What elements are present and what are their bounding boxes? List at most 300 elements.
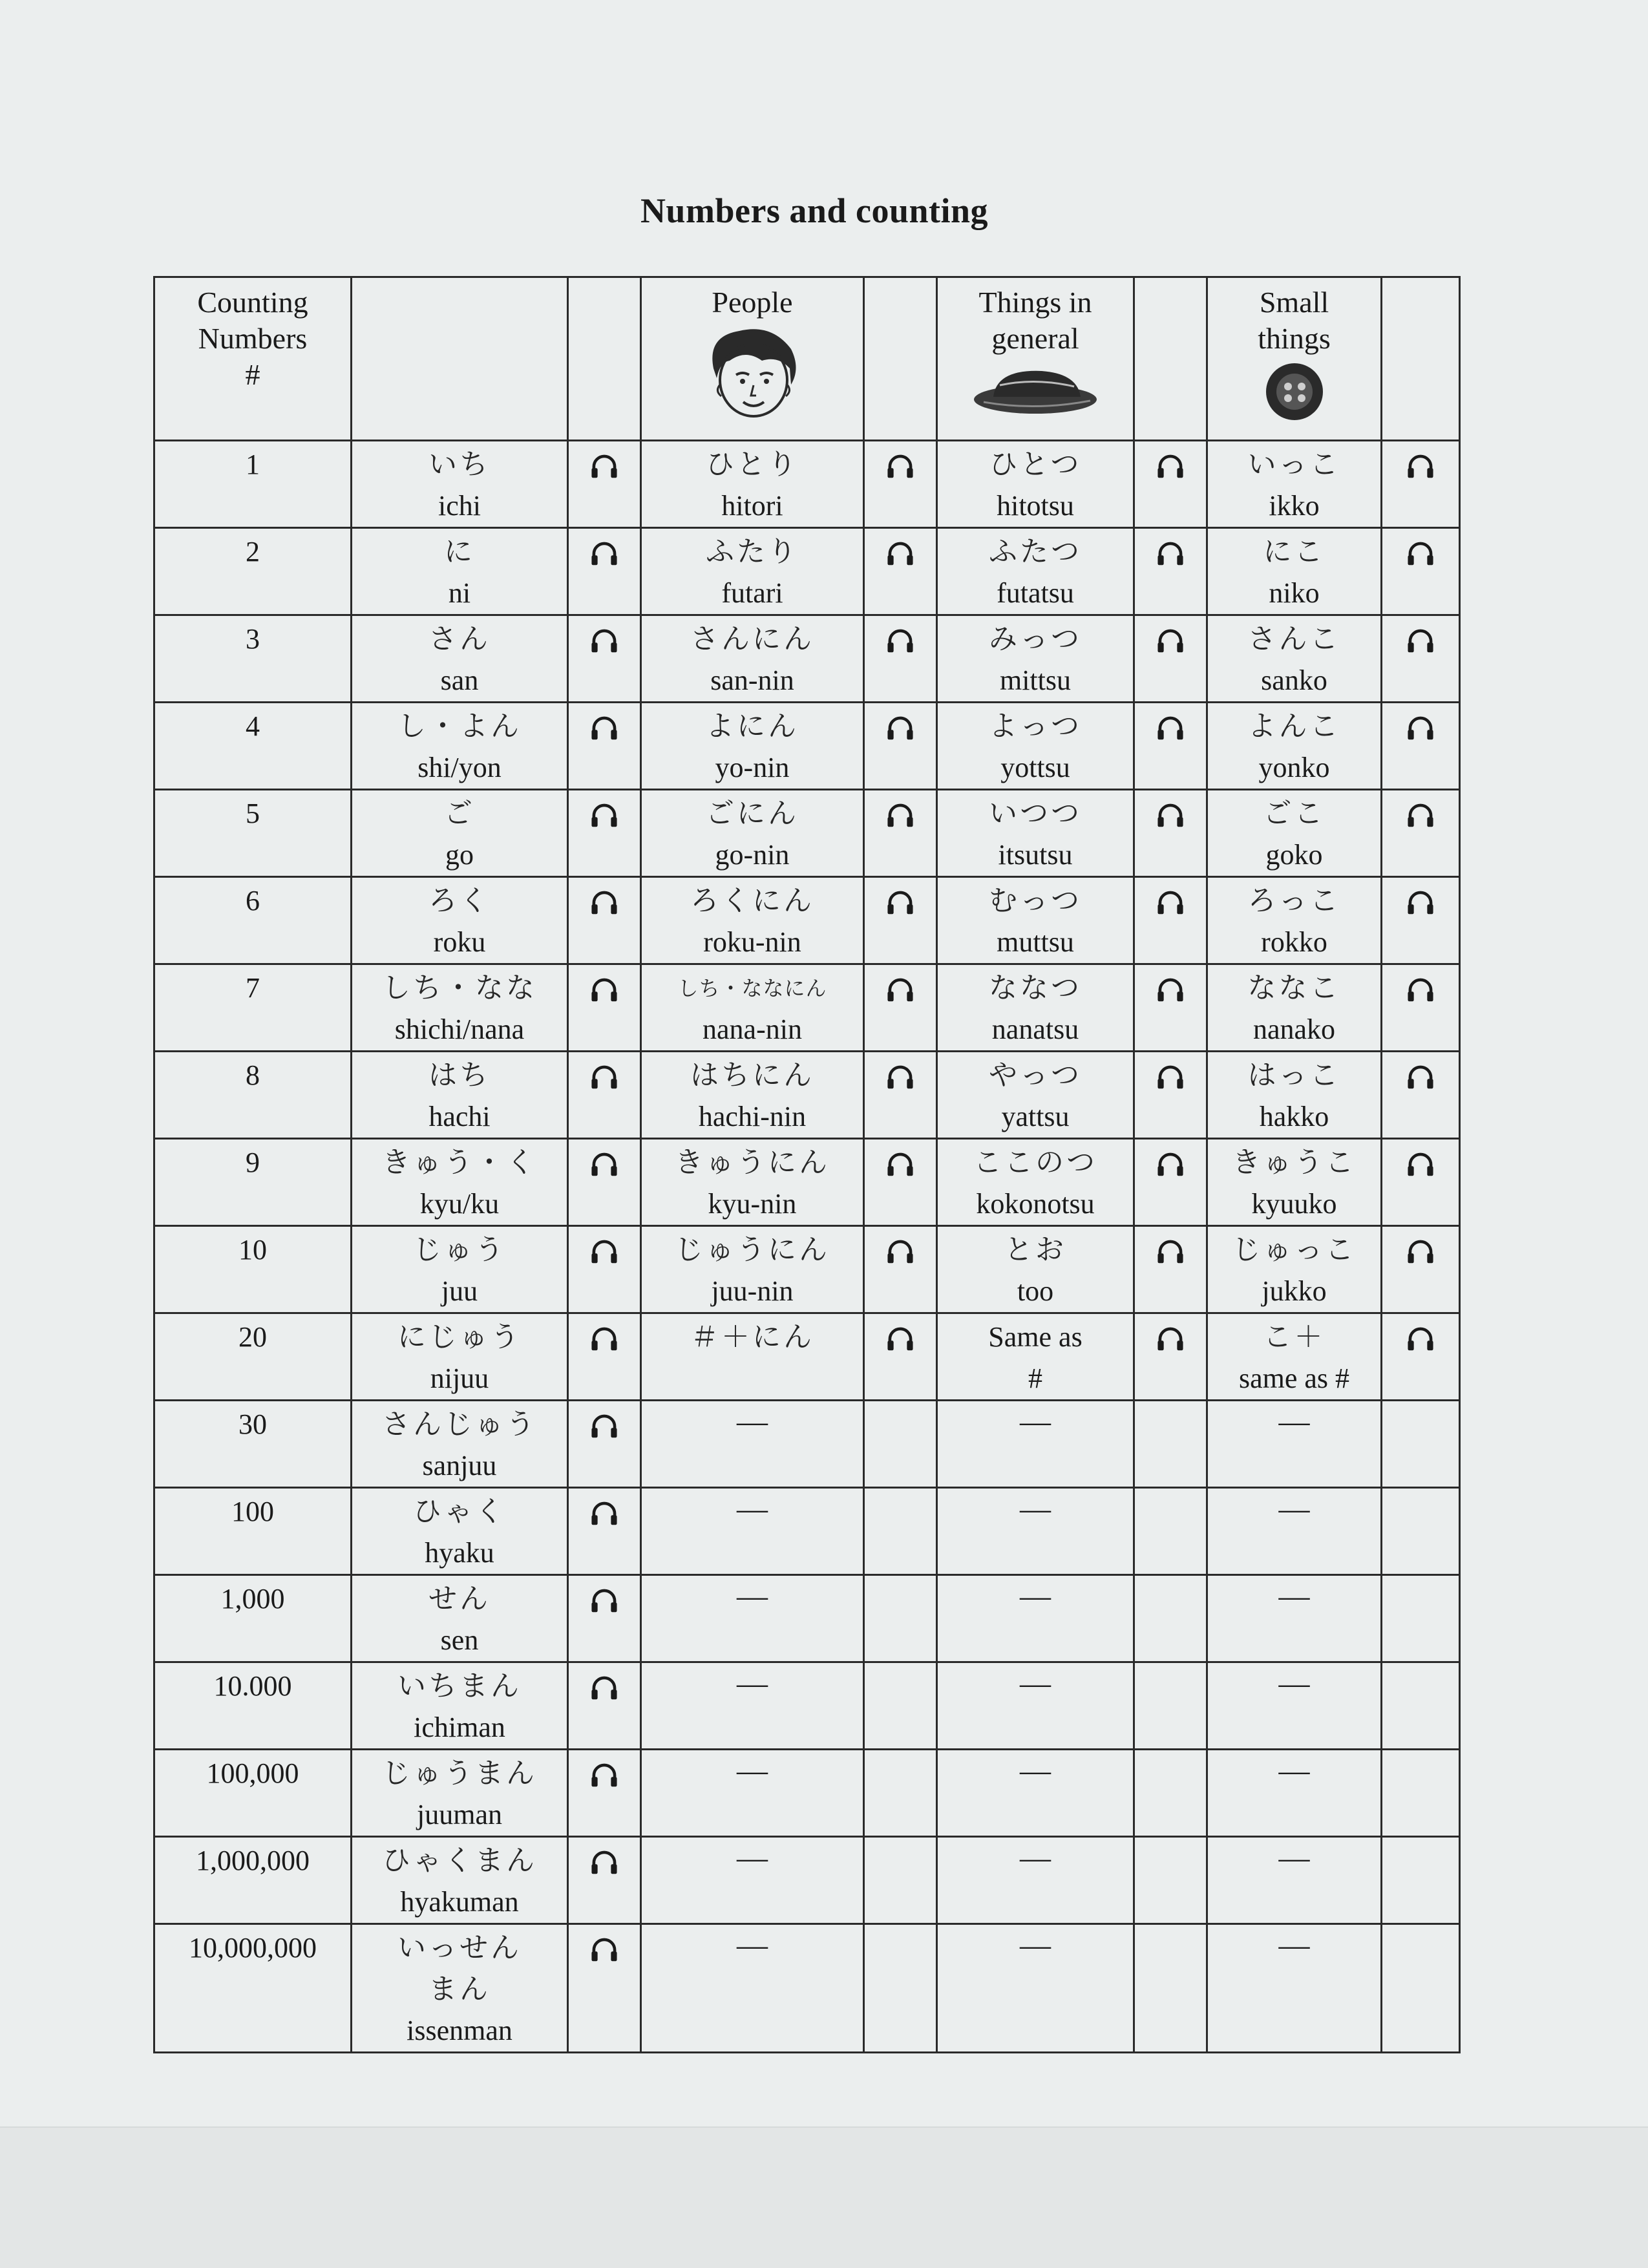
people-counter-kana: じゅうにん <box>675 1233 830 1266</box>
audio-cell <box>568 441 641 528</box>
header-row <box>154 277 1460 441</box>
table-row <box>154 1750 1460 1837</box>
small-counter-romaji: nanako <box>1252 1013 1336 1045</box>
headphones-icon[interactable] <box>1156 801 1185 842</box>
headphones-icon[interactable] <box>589 1237 619 1278</box>
small-counter-romaji: yonko <box>1258 752 1330 783</box>
things-counter-kana: ななつ <box>989 971 1082 1004</box>
small-counter-romaji: rokko <box>1261 926 1327 958</box>
headphones-icon[interactable] <box>1406 452 1435 493</box>
audio-cell <box>1382 964 1460 1052</box>
things-counter-empty <box>937 1488 1134 1575</box>
table-row <box>154 1052 1460 1139</box>
number-cell: 4 <box>154 703 352 790</box>
small-counter <box>1207 703 1382 790</box>
headphones-icon[interactable] <box>589 539 619 580</box>
things-counter <box>937 1139 1134 1226</box>
things-counter <box>937 964 1134 1052</box>
audio-cell <box>864 528 937 615</box>
headphones-icon[interactable] <box>1406 1150 1435 1191</box>
dash-mark: — <box>1278 1928 1310 1962</box>
audio-cell <box>568 1139 641 1226</box>
small-counter <box>1207 790 1382 877</box>
header-audio-blank <box>1134 277 1207 441</box>
headphones-icon[interactable] <box>1156 714 1185 755</box>
audio-cell <box>1134 703 1207 790</box>
things-counter-empty <box>937 1750 1134 1837</box>
number-cell: 5 <box>154 790 352 877</box>
headphones-icon[interactable] <box>1406 801 1435 842</box>
number-word <box>352 1662 568 1750</box>
number-cell: 20 <box>154 1313 352 1401</box>
number-cell: 100 <box>154 1488 352 1575</box>
small-counter-kana: こ＋ <box>1263 1320 1326 1353</box>
number-word-kana: いちまん <box>397 1669 522 1702</box>
things-counter <box>937 528 1134 615</box>
number-cell: 100,000 <box>154 1750 352 1837</box>
audio-cell <box>1382 615 1460 703</box>
small-counter-empty <box>1207 1488 1382 1575</box>
table-row <box>154 1226 1460 1313</box>
people-counter-kana: ごにん <box>706 797 799 830</box>
number-cell: 1,000 <box>154 1575 352 1662</box>
number-word-romaji: go <box>445 839 474 871</box>
number-word-romaji: hachi <box>428 1101 491 1132</box>
things-counter-empty <box>937 1662 1134 1750</box>
headphones-icon[interactable] <box>1406 1324 1435 1366</box>
things-counter-empty <box>937 1837 1134 1924</box>
things-counter-romaji: itsutsu <box>998 839 1073 871</box>
dash-mark: — <box>737 1404 768 1439</box>
number-cell: 30 <box>154 1401 352 1488</box>
empty-audio-cell <box>1382 1924 1460 2053</box>
people-counter-empty <box>641 1401 864 1488</box>
headphones-icon[interactable] <box>589 452 619 493</box>
audio-cell <box>1134 790 1207 877</box>
audio-cell <box>1382 703 1460 790</box>
header-audio-blank <box>1382 277 1460 441</box>
audio-cell <box>568 1488 641 1575</box>
audio-cell <box>1134 964 1207 1052</box>
people-counter-kana: ＃＋にん <box>690 1320 814 1353</box>
headphones-icon[interactable] <box>1156 1237 1185 1278</box>
things-counter <box>937 703 1134 790</box>
things-counter-romaji: too <box>1017 1275 1054 1307</box>
headphones-icon[interactable] <box>885 452 915 493</box>
dash-mark: — <box>1020 1579 1051 1613</box>
things-counter <box>937 441 1134 528</box>
things-counter-kana: ここのつ <box>973 1146 1097 1179</box>
small-counter-romaji: jukko <box>1262 1275 1327 1307</box>
people-counter-kana: はちにん <box>690 1059 814 1092</box>
number-word <box>352 790 568 877</box>
headphones-icon[interactable] <box>1156 1063 1185 1104</box>
empty-audio-cell <box>1134 1488 1207 1575</box>
small-counter <box>1207 877 1382 964</box>
things-counter-empty <box>937 1575 1134 1662</box>
headphones-icon[interactable] <box>1406 1237 1435 1278</box>
audio-cell <box>568 790 641 877</box>
things-counter-empty <box>937 1924 1134 2053</box>
audio-cell <box>568 1750 641 1837</box>
small-counter-kana: ななこ <box>1247 971 1341 1004</box>
headphones-icon[interactable] <box>589 1324 619 1366</box>
table-row <box>154 1401 1460 1488</box>
number-cell: 3 <box>154 615 352 703</box>
button-drawing-icon <box>1259 359 1330 424</box>
people-counter <box>641 964 864 1052</box>
table-row <box>154 1488 1460 1575</box>
number-cell: 10.000 <box>154 1662 352 1750</box>
dash-mark: — <box>1020 1492 1051 1526</box>
things-counter-kana: ひとつ <box>989 448 1082 481</box>
empty-audio-cell <box>1382 1575 1460 1662</box>
header-people: People <box>641 277 864 441</box>
audio-cell <box>568 703 641 790</box>
things-counter-romaji: nanatsu <box>991 1013 1079 1045</box>
small-counter-kana: さんこ <box>1247 622 1341 655</box>
empty-audio-cell <box>1382 1401 1460 1488</box>
people-counter <box>641 1226 864 1313</box>
number-cell: 7 <box>154 964 352 1052</box>
dash-mark: — <box>1278 1841 1310 1875</box>
number-word <box>352 1052 568 1139</box>
small-counter <box>1207 1052 1382 1139</box>
number-word-romaji: shi/yon <box>417 752 502 783</box>
audio-cell <box>568 964 641 1052</box>
things-counter: Same as # <box>937 1313 1134 1401</box>
number-word-kana: にじゅう <box>397 1320 522 1353</box>
small-counter <box>1207 1313 1382 1401</box>
empty-audio-cell <box>1134 1401 1207 1488</box>
dash-mark: — <box>1020 1666 1051 1701</box>
headphones-icon[interactable] <box>589 1673 619 1715</box>
number-cell: 10,000,000 <box>154 1924 352 2053</box>
headphones-icon[interactable] <box>589 1150 619 1191</box>
things-counter-romaji: yottsu <box>1000 752 1070 783</box>
small-counter-romaji: kyuuko <box>1251 1188 1337 1220</box>
table-row <box>154 1837 1460 1924</box>
things-counter-kana: よっつ <box>989 710 1082 743</box>
things-counter-kana: むっつ <box>989 884 1082 917</box>
number-cell: 1,000,000 <box>154 1837 352 1924</box>
headphones-icon[interactable] <box>1406 626 1435 668</box>
people-counter <box>641 877 864 964</box>
number-word-romaji: roku <box>433 926 486 958</box>
table-row <box>154 1924 1460 2053</box>
number-word-kana: ご <box>444 797 475 830</box>
number-word-kana: さん <box>428 622 491 655</box>
people-counter <box>641 703 864 790</box>
small-counter-romaji: niko <box>1269 577 1320 609</box>
audio-cell <box>1134 1139 1207 1226</box>
headphones-icon[interactable] <box>589 888 619 929</box>
empty-audio-cell <box>1382 1837 1460 1924</box>
audio-cell <box>1382 877 1460 964</box>
small-counter-empty <box>1207 1401 1382 1488</box>
dash-mark: — <box>1020 1841 1051 1875</box>
empty-audio-cell <box>864 1750 937 1837</box>
number-word-kana: じゅう <box>413 1233 506 1266</box>
headphones-icon[interactable] <box>589 1586 619 1627</box>
empty-audio-cell <box>1134 1575 1207 1662</box>
headphones-icon[interactable] <box>885 1237 915 1278</box>
small-counter-romaji: hakko <box>1259 1101 1329 1132</box>
number-word: いっせん まん issenman <box>352 1924 568 2053</box>
people-counter-kana: ろくにん <box>690 884 814 917</box>
empty-audio-cell <box>1382 1488 1460 1575</box>
people-counter-kana: ひとり <box>706 448 799 481</box>
audio-cell <box>1134 441 1207 528</box>
header-counting-numbers: Counting Numbers # <box>154 277 352 441</box>
number-cell: 9 <box>154 1139 352 1226</box>
number-word <box>352 703 568 790</box>
things-counter-kana: みっつ <box>989 622 1082 655</box>
empty-audio-cell <box>864 1837 937 1924</box>
headphones-icon[interactable] <box>589 1412 619 1453</box>
things-counter-romaji: kokonotsu <box>976 1188 1095 1220</box>
small-counter <box>1207 528 1382 615</box>
small-counter-empty <box>1207 1924 1382 2053</box>
things-counter <box>937 790 1134 877</box>
small-counter-kana: いっこ <box>1247 448 1341 481</box>
empty-audio-cell <box>1134 1837 1207 1924</box>
number-word <box>352 615 568 703</box>
audio-cell <box>864 703 937 790</box>
people-counter <box>641 1313 864 1401</box>
headphones-icon[interactable] <box>885 1063 915 1104</box>
dash-mark: — <box>1278 1754 1310 1788</box>
number-word <box>352 441 568 528</box>
empty-audio-cell <box>864 1488 937 1575</box>
audio-cell <box>1134 877 1207 964</box>
small-counter <box>1207 964 1382 1052</box>
people-counter-empty <box>641 1924 864 2053</box>
number-word <box>352 1401 568 1488</box>
small-counter <box>1207 1139 1382 1226</box>
small-counter-kana: じゅっこ <box>1232 1233 1357 1266</box>
header-things: Things in general <box>937 277 1134 441</box>
people-counter-romaji: hitori <box>721 490 783 522</box>
people-counter <box>641 528 864 615</box>
things-counter-romaji: muttsu <box>997 926 1074 958</box>
headphones-icon[interactable] <box>1156 626 1185 668</box>
dash-mark: — <box>1020 1754 1051 1788</box>
table-row <box>154 441 1460 528</box>
table-row <box>154 615 1460 703</box>
audio-cell <box>1382 1052 1460 1139</box>
headphones-icon[interactable] <box>1406 539 1435 580</box>
empty-audio-cell <box>864 1575 937 1662</box>
page-title: Numbers and counting <box>640 191 989 230</box>
audio-cell <box>1382 1139 1460 1226</box>
header-audio-blank <box>864 277 937 441</box>
audio-cell <box>568 1662 641 1750</box>
number-cell: 8 <box>154 1052 352 1139</box>
audio-cell <box>568 1313 641 1401</box>
headphones-icon[interactable] <box>1156 975 1185 1017</box>
headphones-icon[interactable] <box>885 539 915 580</box>
number-word-kana: いち <box>428 448 491 481</box>
audio-cell <box>864 441 937 528</box>
people-counter-romaji: roku-nin <box>703 926 801 958</box>
headphones-icon[interactable] <box>589 1761 619 1802</box>
headphones-icon[interactable] <box>589 714 619 755</box>
dash-mark: — <box>1020 1404 1051 1439</box>
headphones-icon[interactable] <box>589 975 619 1017</box>
headphones-icon[interactable] <box>885 626 915 668</box>
things-counter-romaji: yattsu <box>1001 1101 1070 1132</box>
headphones-icon[interactable] <box>885 714 915 755</box>
table-row <box>154 1575 1460 1662</box>
audio-cell <box>864 877 937 964</box>
number-word-kana: せん <box>428 1582 491 1615</box>
dash-mark: — <box>1020 1928 1051 1962</box>
small-counter <box>1207 1226 1382 1313</box>
number-word-romaji: kyu/ku <box>419 1188 500 1220</box>
audio-cell <box>568 1924 641 2053</box>
small-counter-romaji: goko <box>1265 839 1323 871</box>
number-word <box>352 1488 568 1575</box>
table-row <box>154 528 1460 615</box>
headphones-icon[interactable] <box>885 1150 915 1191</box>
things-counter-kana: とお <box>1004 1233 1066 1266</box>
audio-cell <box>568 1575 641 1662</box>
people-counter-romaji: futari <box>721 577 783 609</box>
headphones-icon[interactable] <box>1156 888 1185 929</box>
headphones-icon[interactable] <box>589 1499 619 1540</box>
dash-mark: — <box>737 1666 768 1701</box>
people-counter-empty <box>641 1488 864 1575</box>
small-counter-kana: きゅうこ <box>1232 1146 1357 1179</box>
number-cell: 1 <box>154 441 352 528</box>
people-counter-empty <box>641 1837 864 1924</box>
number-word-kana: し・よん <box>397 710 522 743</box>
audio-cell <box>864 1313 937 1401</box>
empty-audio-cell <box>864 1924 937 2053</box>
headphones-icon[interactable] <box>1406 975 1435 1017</box>
number-cell: 2 <box>154 528 352 615</box>
headphones-icon[interactable] <box>589 626 619 668</box>
small-counter-kana: ごこ <box>1263 797 1326 830</box>
things-counter-kana: やっつ <box>989 1059 1082 1092</box>
number-word-kana: ひゃくまん <box>382 1844 537 1877</box>
small-counter-kana: よんこ <box>1247 710 1341 743</box>
dash-mark: — <box>1278 1666 1310 1701</box>
things-counter <box>937 615 1134 703</box>
people-counter <box>641 1052 864 1139</box>
people-counter-romaji: juu-nin <box>711 1275 794 1307</box>
audio-cell <box>1382 441 1460 528</box>
headphones-icon[interactable] <box>1156 452 1185 493</box>
dash-mark: — <box>737 1579 768 1613</box>
header-audio-blank <box>568 277 641 441</box>
small-counter-empty <box>1207 1575 1382 1662</box>
header-small-things: Small things <box>1207 277 1382 441</box>
audio-cell <box>1382 790 1460 877</box>
empty-audio-cell <box>864 1401 937 1488</box>
people-counter-empty <box>641 1750 864 1837</box>
number-word-kana: ひゃく <box>413 1495 506 1528</box>
number-word <box>352 1313 568 1401</box>
audio-cell <box>568 1052 641 1139</box>
headphones-icon[interactable] <box>1156 539 1185 580</box>
number-cell: 6 <box>154 877 352 964</box>
people-counter <box>641 441 864 528</box>
audio-cell <box>568 528 641 615</box>
headphones-icon[interactable] <box>885 975 915 1017</box>
empty-audio-cell <box>864 1662 937 1750</box>
number-word-kana: ろく <box>428 884 491 917</box>
audio-cell <box>864 1226 937 1313</box>
audio-cell <box>1134 1052 1207 1139</box>
small-counter-romaji: sanko <box>1261 664 1327 696</box>
small-counter-romaji: ikko <box>1269 490 1320 522</box>
audio-cell <box>568 615 641 703</box>
number-word <box>352 1139 568 1226</box>
headphones-icon[interactable] <box>885 1324 915 1366</box>
people-counter-kana: ふたり <box>706 535 799 568</box>
audio-cell <box>864 964 937 1052</box>
number-word-romaji: sen <box>440 1624 479 1656</box>
audio-cell <box>568 1401 641 1488</box>
headphones-icon[interactable] <box>589 1848 619 1889</box>
headphones-icon[interactable] <box>1406 1063 1435 1104</box>
table-row <box>154 1139 1460 1226</box>
people-counter-romaji: san-nin <box>710 664 794 696</box>
people-counter-kana: しち・ななにん <box>677 976 827 1001</box>
table-row <box>154 964 1460 1052</box>
number-word <box>352 528 568 615</box>
audio-cell <box>1382 528 1460 615</box>
number-word-romaji: shichi/nana <box>394 1013 525 1045</box>
headphones-icon[interactable] <box>1156 1324 1185 1366</box>
empty-audio-cell <box>1134 1750 1207 1837</box>
audio-cell <box>1134 1226 1207 1313</box>
headphones-icon[interactable] <box>885 801 915 842</box>
people-counter-empty <box>641 1662 864 1750</box>
number-word-romaji: hyakuman <box>400 1886 519 1918</box>
headphones-icon[interactable] <box>589 1935 619 1977</box>
small-counter-kana: はっこ <box>1247 1059 1341 1092</box>
number-word-romaji: hyaku <box>425 1537 494 1569</box>
small-counter-empty <box>1207 1662 1382 1750</box>
empty-audio-cell <box>1382 1662 1460 1750</box>
headphones-icon[interactable] <box>589 801 619 842</box>
dash-mark: — <box>1278 1492 1310 1526</box>
audio-cell <box>1134 1313 1207 1401</box>
people-counter-romaji: kyu-nin <box>708 1188 797 1220</box>
people-counter-romaji: nana-nin <box>703 1013 802 1045</box>
headphones-icon[interactable] <box>885 888 915 929</box>
headphones-icon[interactable] <box>1406 888 1435 929</box>
table-row <box>154 790 1460 877</box>
small-counter-kana: にこ <box>1263 535 1326 568</box>
headphones-icon[interactable] <box>589 1063 619 1104</box>
audio-cell <box>864 615 937 703</box>
people-counter-romaji: yo-nin <box>715 752 790 783</box>
headphones-icon[interactable] <box>1156 1150 1185 1191</box>
number-word-romaji: ichi <box>438 490 481 522</box>
empty-audio-cell <box>1134 1662 1207 1750</box>
things-counter <box>937 1226 1134 1313</box>
table-row <box>154 1313 1460 1401</box>
dash-mark: — <box>1278 1404 1310 1439</box>
number-word-romaji: sanjuu <box>422 1450 497 1481</box>
headphones-icon[interactable] <box>1406 714 1435 755</box>
number-word <box>352 877 568 964</box>
audio-cell <box>568 1226 641 1313</box>
